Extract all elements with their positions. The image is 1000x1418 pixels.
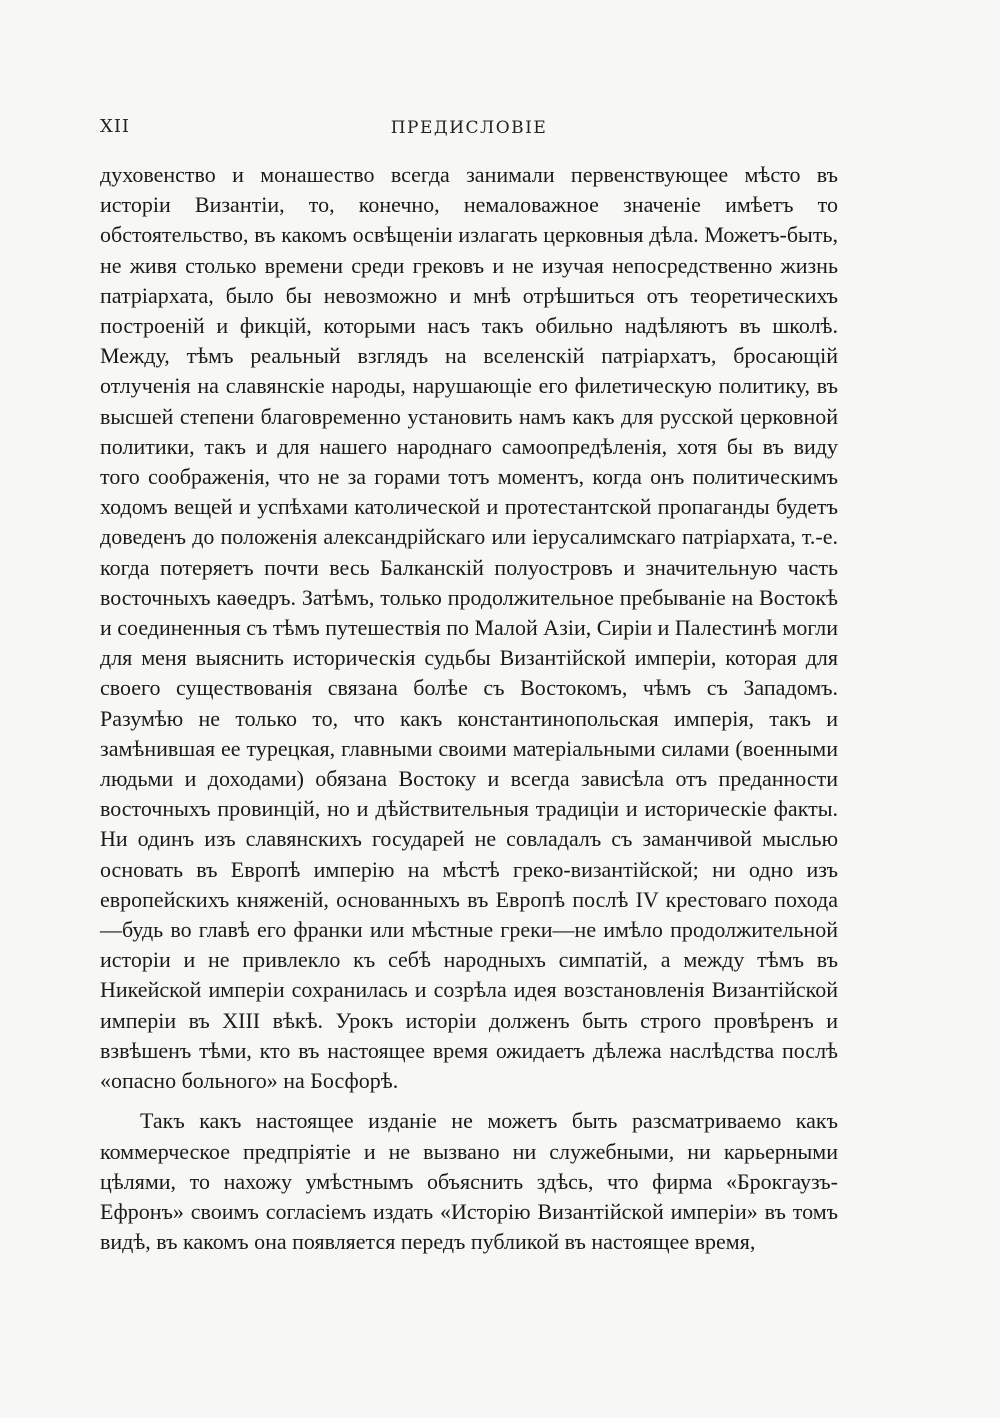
body-text — [100, 160, 838, 1257]
paragraph-1: духовенство и монашество всегда занимали первенствующее мѣсто въ исторіи Византіи, то, конечно, немаловажное значеніе имѣетъ то обстоятельство, въ какомъ освѣщеніи излагать церковныя дѣла. Можетъ-быть, не живя столько времени среди грековъ и не изучая непосредственно жизнь патріархата, было бы невозможно и мнѣ отрѣшиться отъ теоретическихъ построеній и фикцій, которыми насъ такъ обильно надѣляютъ въ школѣ. Между, тѣмъ реальный взглядъ на вселенскій патріархатъ, бросающій отлученія на славянскіе народы, нарушающіе его филетическую политику, въ высшей степени благовременно установить намъ какъ для русской церковной политики, такъ и для нашего народнаго самоопредѣленія, хотя бы въ виду того соображенія, что не за горами тотъ моментъ, когда онъ политическимъ ходомъ вещей и успѣхами католической и протестантской пропаганды будетъ доведенъ до положенія александрійскаго или іерусалимскаго патріархата, т.-е. когда потеряетъ почти весь Балканскій полуостровъ и значительную часть восточныхъ каѳедръ. Затѣмъ, только продолжительное пребываніе на Востокѣ и соединенныя съ тѣмъ путешествія по Малой Азіи, Сиріи и Палестинѣ могли для меня выяснить историческія судьбы Византійской имперіи, которая для своего существованія связана болѣе съ Востокомъ, чѣмъ съ Западомъ. Разумѣю не только то, что какъ константинопольская имперія, такъ и замѣнившая ее турецкая, главными своими матеріальными силами (военными людьми и доходами) обязана Востоку и всегда зависѣла отъ преданности восточныхъ провинцій, но и дѣйствительныя традиціи и историческіе факты. Ни одинъ изъ славянскихъ государей не совладалъ съ заманчивой мыслью основать въ Европѣ имперію на мѣстѣ греко-византійской; ни одно изъ европейскихъ княженій, основанныхъ въ Европѣ послѣ IV крестоваго похода—будь во главѣ его франки или мѣстные греки—не имѣло продолжительной исторіи и не привлекло къ себѣ народныхъ симпатій, а между тѣмъ въ Никейской имперіи сохранилась и созрѣла идея возстановленія Византійской имперіи въ XIII вѣкѣ. Урокъ исторіи долженъ быть строго провѣренъ и взвѣшенъ тѣми, кто въ настоящее время ожидаетъ дѣлежа наслѣдства послѣ «опасно больного» на Босфорѣ. — [100, 162, 838, 1094]
page-number: XII — [100, 116, 131, 137]
paragraph-2: Такъ какъ настоящее изданіе не можетъ быть разсматриваемо какъ коммерческое предпріятіе и не вызвано ни служебными, ни карьерными цѣлями, то нахожу умѣстнымъ объяснить здѣсь, что фирма «Брокгаузъ-Ефронъ» своимъ согласіемъ издать «Исторію Византійской имперіи» въ томъ видѣ, въ какомъ она появляется передъ публикой въ настоящее время, — [100, 1108, 838, 1255]
chapter-title: ПРЕДИСЛОВІЕ — [390, 118, 548, 138]
running-head — [100, 116, 838, 144]
